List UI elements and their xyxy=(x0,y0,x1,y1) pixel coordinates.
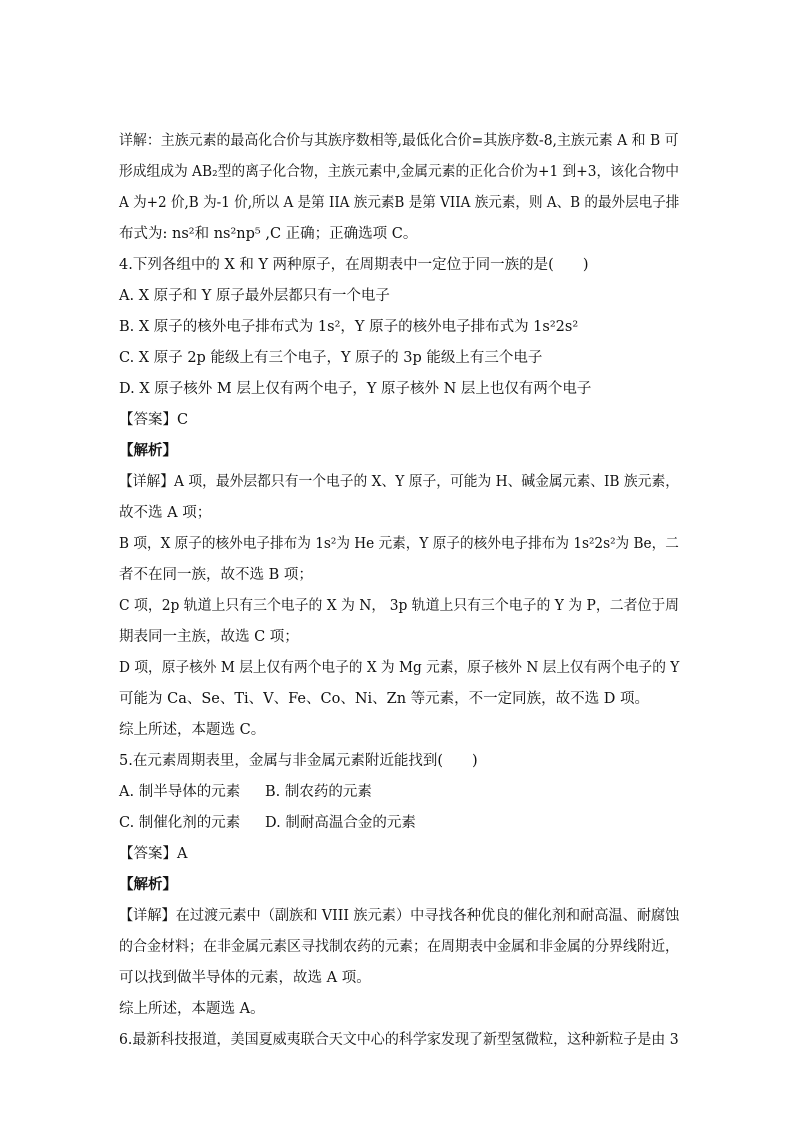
question-4-analysis-heading: 【解析】 xyxy=(119,442,177,459)
question-5-stem: 5.在元素周期表里，金属与非金属元素附近能找到( ) xyxy=(119,753,478,769)
text-line: 形成组成为 AB₂型的离子化合物，主族元素中,金属元素的正化合价为+1 到+3，该化合物中 xyxy=(119,164,679,180)
text-line: 综上所述，本题选 C。 xyxy=(119,722,266,738)
text-line: C 项，2p 轨道上只有三个电子的 X 为 N， 3p 轨道上只有三个电子的 Y 为 P，二者位于周 xyxy=(119,598,680,614)
text-line: 【详解】A 项，最外层都只有一个电子的 X、Y 原子，可能为 H、碱金属元素、ⅠB 族元素， xyxy=(119,474,679,490)
question-5-option-b: B. 制农药的元素 xyxy=(265,784,372,800)
text-line: D 项，原子核外 M 层上仅有两个电子的 X 为 Mg 元素，原子核外 N 层上仅有两个电子的 Y xyxy=(119,660,680,676)
question-4-option-d: D. X 原子核外 M 层上仅有两个电子，Y 原子核外 N 层上也仅有两个电子 xyxy=(119,381,592,397)
question-5-option-d: D. 制耐高温合金的元素 xyxy=(265,815,416,831)
question-4-option-a: A. X 原子和 Y 原子最外层都只有一个电子 xyxy=(119,288,390,304)
text-line: 详解：主族元素的最高化合价与其族序数相等,最低化合价=其族序数-8,主族元素 A 和 B 可 xyxy=(119,133,679,149)
question-5-option-a: A. 制半导体的元素 xyxy=(119,784,241,800)
text-line: A 为+2 价,B 为-1 价,所以 A 是第 IIA 族元素B 是第 VIIA 族元素，则 A、B 的最外层电子排 xyxy=(119,195,680,211)
text-line: 的合金材料；在非金属元素区寻找制农药的元素；在周期表中金属和非金属的分界线附近， xyxy=(119,939,679,955)
question-5-option-c: C. 制催化剂的元素 xyxy=(119,815,241,831)
text-line: 布式为: ns²和 ns²np⁵ ,C 正确；正确选项 C。 xyxy=(119,226,418,242)
text-line: 【详解】在过渡元素中（副族和 VIII 族元素）中寻找各种优良的催化剂和耐高温、耐腐蚀 xyxy=(119,908,680,924)
text-line: 故不选 A 项； xyxy=(119,505,212,521)
question-5-answer: 【答案】A xyxy=(119,846,188,862)
question-4-stem: 4.下列各组中的 X 和 Y 两种原子，在周期表中一定位于同一族的是( ) xyxy=(119,257,589,273)
text-line: 综上所述，本题选 A。 xyxy=(119,1001,265,1017)
text-line: 可以找到做半导体的元素，故选 A 项。 xyxy=(119,970,371,986)
question-4-option-b: B. X 原子的核外电子排布式为 1s²，Y 原子的核外电子排布式为 1s²2s² xyxy=(119,319,579,335)
question-4-answer: 【答案】C xyxy=(119,412,189,428)
text-line: 期表同一主族，故选 C 项； xyxy=(119,629,299,645)
question-6-stem: 6.最新科技报道，美国夏威夷联合天文中心的科学家发现了新型氢微粒，这种新粒子是由 3 xyxy=(119,1032,679,1048)
text-line: 可能为 Ca、Se、Ti、V、Fe、Co、Ni、Zn 等元素，不一定同族，故不选 D 项。 xyxy=(119,691,650,707)
text-line: B 项，X 原子的核外电子排布为 1s²为 He 元素，Y 原子的核外电子排布为 1s²2s²为 Be，二 xyxy=(119,536,679,552)
question-4-option-c: C. X 原子 2p 能级上有三个电子，Y 原子的 3p 能级上有三个电子 xyxy=(119,350,543,366)
text-line: 者不在同一族，故不选 B 项； xyxy=(119,567,313,583)
question-5-analysis-heading: 【解析】 xyxy=(119,876,177,893)
